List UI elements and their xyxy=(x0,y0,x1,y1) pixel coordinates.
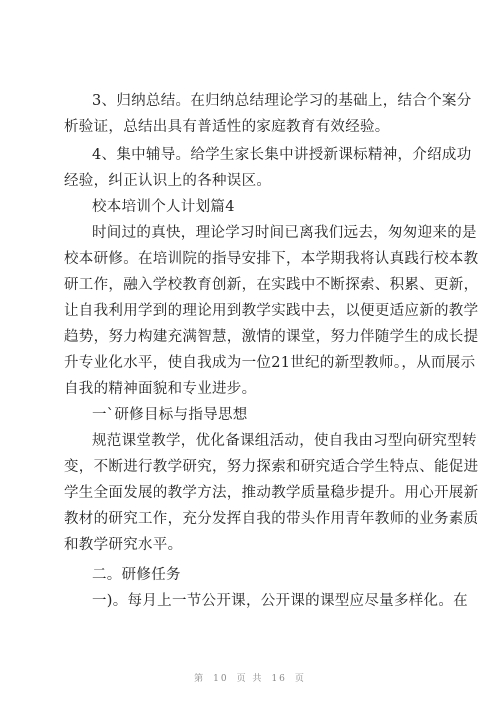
paragraph-1-line-1: 3、归纳总结。在归纳总结理论学习的基础上，结合个案分 xyxy=(92,93,472,109)
paragraph-4-line-2: 变，不断进行教学研究，努力探索和研究适合学生特点、能促进 xyxy=(64,459,479,475)
paragraph-3-line-5: 趋势，努力构建充满智慧，激情的课堂，努力伴随学生的成长提 xyxy=(64,329,479,345)
section-heading: 校本培训个人计划篇4 xyxy=(92,199,235,215)
page-number: 10 xyxy=(213,674,229,684)
paragraph-4-line-3: 学生全面发展的教学方法，推动教学质量稳步提升。用心开展新 xyxy=(64,485,479,501)
paragraph-4-line-4: 教材的研究工作，充分发挥自我的带头作用青年教师的业务素质 xyxy=(64,511,479,527)
paragraph-3-line-6: 升专业化水平，使自我成为一位21世纪的新型教师。，从而展示 xyxy=(64,355,476,371)
subsection-1-heading: 一`研修目标与指导思想 xyxy=(92,407,248,423)
paragraph-3-line-3: 研工作，融入学校教育创新，在实践中不断探索、积累、更新， xyxy=(64,277,479,293)
paragraph-4-line-1: 规范课堂教学，优化备课组活动，使自我由习型向研究型转 xyxy=(92,433,477,449)
subsection-2-heading: 二。研修任务 xyxy=(92,567,181,583)
paragraph-3-line-2: 校本研修。在培训院的指导安排下，本学期我将认真践行校本教 xyxy=(64,251,479,267)
page-total: 16 xyxy=(271,674,287,684)
paragraph-1-line-2: 析验证，总结出具有普适性的家庭教育有效经验。 xyxy=(64,119,390,135)
page-footer xyxy=(0,671,500,684)
paragraph-3-line-4: 让自我利用学到的理论用到教学实践中去，以便更适应新的教学 xyxy=(64,303,479,319)
paragraph-3-line-7: 自我的精神面貌和专业进步。 xyxy=(64,381,257,397)
page-label-prefix: 第 xyxy=(194,674,206,684)
paragraph-3-line-1: 时间过的真快，理论学习时间已离我们远去，匆匆迎来的是 xyxy=(92,225,477,241)
paragraph-4-line-5: 和教学研究水平。 xyxy=(64,537,183,553)
paragraph-2-line-1: 4、集中辅导。给学生家长集中讲授新课标精神，介绍成功 xyxy=(92,147,472,163)
page-label-middle: 页 共 xyxy=(236,674,264,684)
paragraph-5-line-1: 一)。每月上一节公开课，公开课的课型应尽量多样化。在 xyxy=(92,593,468,609)
page-label-suffix: 页 xyxy=(294,674,306,684)
paragraph-2-line-2: 经验，纠正认识上的各种误区。 xyxy=(64,173,272,189)
